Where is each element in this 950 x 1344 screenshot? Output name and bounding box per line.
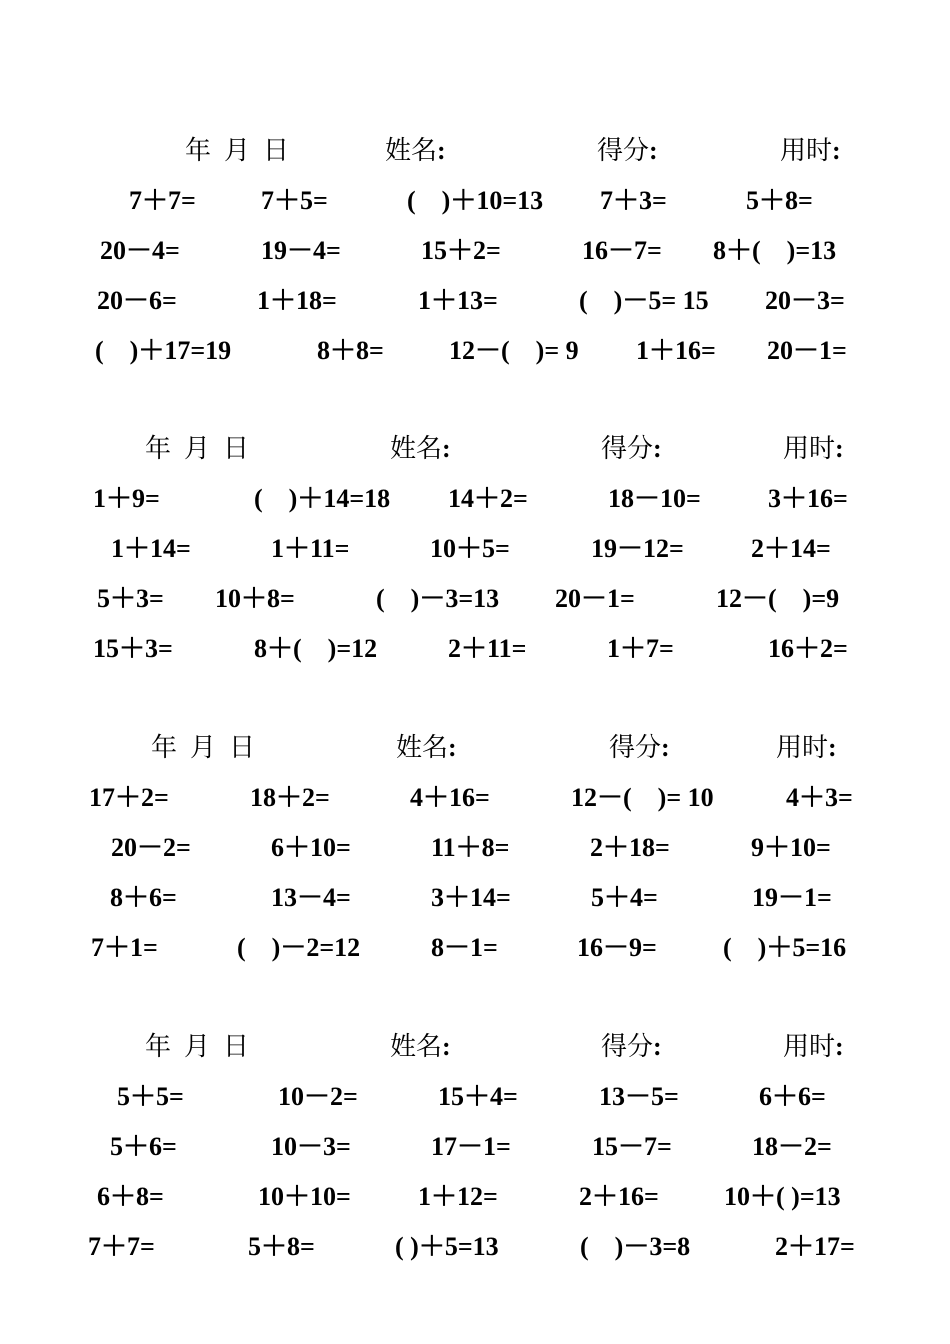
header-name-label — [390, 1034, 451, 1060]
arithmetic-problem: 12－( )= 9 — [449, 336, 579, 365]
header-label-text: 得分 — [609, 733, 662, 762]
arithmetic-problem: 7＋7= — [88, 1232, 155, 1261]
arithmetic-problem: 15＋2= — [421, 236, 501, 265]
arithmetic-problem: 8－1= — [431, 933, 498, 962]
arithmetic-problem: ( )＋14=18 — [254, 484, 391, 513]
header-colon: : — [661, 733, 670, 762]
header-time-label — [783, 436, 844, 462]
arithmetic-problem: ( )＋5=13 — [395, 1232, 499, 1261]
arithmetic-problem: 5＋5= — [117, 1082, 184, 1111]
arithmetic-problem: 10＋5= — [430, 534, 510, 563]
header-name-label — [396, 735, 457, 761]
arithmetic-problem: 1＋12= — [418, 1182, 498, 1211]
arithmetic-problem: ( )＋10=13 — [407, 186, 544, 215]
header-label-text: 得分 — [597, 136, 650, 165]
header-date — [145, 1034, 249, 1060]
header-colon: : — [832, 136, 841, 165]
header-name-label — [390, 436, 451, 462]
arithmetic-problem: 18＋2= — [250, 783, 330, 812]
arithmetic-problem: 2＋16= — [579, 1182, 659, 1211]
header-date — [185, 138, 289, 164]
arithmetic-problem: 2＋18= — [590, 833, 670, 862]
arithmetic-problem: 1＋18= — [257, 286, 337, 315]
arithmetic-problem: 15＋4= — [438, 1082, 518, 1111]
arithmetic-problem: 14＋2= — [448, 484, 528, 513]
arithmetic-problem: 16－9= — [577, 933, 657, 962]
arithmetic-problem: 4＋16= — [410, 783, 490, 812]
arithmetic-problem: 17＋2= — [89, 783, 169, 812]
arithmetic-problem: 1＋9= — [93, 484, 160, 513]
arithmetic-problem: 17－1= — [431, 1132, 511, 1161]
arithmetic-problem: ( )＋17=19 — [95, 336, 232, 365]
header-colon: : — [437, 136, 446, 165]
arithmetic-problem: 6＋10= — [271, 833, 351, 862]
arithmetic-problem: 10＋( )=13 — [724, 1182, 841, 1211]
arithmetic-problem: 12－( )= 10 — [571, 783, 714, 812]
arithmetic-problem: 20－1= — [555, 584, 635, 613]
arithmetic-problem: 1＋14= — [111, 534, 191, 563]
arithmetic-problem: 10＋8= — [215, 584, 295, 613]
arithmetic-problem: 7＋5= — [261, 186, 328, 215]
arithmetic-problem: 10－2= — [278, 1082, 358, 1111]
arithmetic-problem: 18－2= — [752, 1132, 832, 1161]
header-colon: : — [653, 434, 662, 463]
header-time-label — [776, 735, 837, 761]
arithmetic-problem: 4＋3= — [786, 783, 853, 812]
header-time-label — [783, 1034, 844, 1060]
arithmetic-problem: 1＋11= — [271, 534, 350, 563]
arithmetic-problem: 20－6= — [97, 286, 177, 315]
arithmetic-problem: ( )－3=13 — [376, 584, 500, 613]
arithmetic-problem: 7＋3= — [600, 186, 667, 215]
arithmetic-problem: ( )－2=12 — [237, 933, 361, 962]
header-colon: : — [649, 136, 658, 165]
header-label-text: 用时 — [783, 434, 836, 463]
header-label-text: 得分 — [601, 434, 654, 463]
arithmetic-problem: 13－4= — [271, 883, 351, 912]
header-colon: : — [835, 1032, 844, 1061]
arithmetic-problem: 2＋11= — [448, 634, 527, 663]
arithmetic-problem: 10－3= — [271, 1132, 351, 1161]
header-label-text: 年 月 日 — [185, 136, 290, 165]
arithmetic-problem: 10＋10= — [258, 1182, 351, 1211]
arithmetic-problem: 18－10= — [608, 484, 701, 513]
arithmetic-problem: 3＋16= — [768, 484, 848, 513]
arithmetic-problem: 8＋( )=12 — [254, 634, 378, 663]
arithmetic-problem: 9＋10= — [751, 833, 831, 862]
arithmetic-problem: 8＋8= — [317, 336, 384, 365]
header-label-text: 用时 — [780, 136, 833, 165]
header-score-label — [601, 1034, 662, 1060]
arithmetic-problem: 20－2= — [111, 833, 191, 862]
header-label-text: 姓名 — [390, 434, 443, 463]
arithmetic-problem: 8＋6= — [110, 883, 177, 912]
header-colon: : — [442, 434, 451, 463]
header-score-label — [601, 436, 662, 462]
header-time-label — [780, 138, 841, 164]
header-label-text: 得分 — [601, 1032, 654, 1061]
arithmetic-problem: 6＋6= — [759, 1082, 826, 1111]
header-colon: : — [828, 733, 837, 762]
arithmetic-problem: ( )－5= 15 — [579, 286, 709, 315]
header-label-text: 用时 — [776, 733, 829, 762]
header-label-text: 年 月 日 — [151, 733, 256, 762]
arithmetic-problem: 1＋16= — [636, 336, 716, 365]
arithmetic-problem: 16＋2= — [768, 634, 848, 663]
arithmetic-problem: 16－7= — [582, 236, 662, 265]
header-colon: : — [442, 1032, 451, 1061]
header-score-label — [609, 735, 670, 761]
header-label-text: 姓名 — [390, 1032, 443, 1061]
header-colon: : — [835, 434, 844, 463]
arithmetic-problem: 5＋8= — [248, 1232, 315, 1261]
arithmetic-problem: 2＋14= — [751, 534, 831, 563]
arithmetic-problem: 20－3= — [765, 286, 845, 315]
arithmetic-problem: 7＋7= — [129, 186, 196, 215]
arithmetic-problem: ( )＋5=16 — [723, 933, 847, 962]
arithmetic-problem: 12－( )=9 — [716, 584, 840, 613]
arithmetic-problem: 2＋17= — [775, 1232, 855, 1261]
arithmetic-problem: 5＋4= — [591, 883, 658, 912]
arithmetic-problem: 5＋3= — [97, 584, 164, 613]
arithmetic-problem: ( )－3=8 — [580, 1232, 691, 1261]
header-date — [151, 735, 255, 761]
arithmetic-problem: 6＋8= — [97, 1182, 164, 1211]
arithmetic-problem: 15－7= — [592, 1132, 672, 1161]
arithmetic-problem: 19－12= — [591, 534, 684, 563]
header-label-text: 姓名 — [396, 733, 449, 762]
arithmetic-problem: 20－4= — [100, 236, 180, 265]
arithmetic-problem: 5＋8= — [746, 186, 813, 215]
arithmetic-problem: 8＋( )=13 — [713, 236, 837, 265]
arithmetic-problem: 20－1= — [767, 336, 847, 365]
arithmetic-problem: 19－1= — [752, 883, 832, 912]
arithmetic-problem: 3＋14= — [431, 883, 511, 912]
arithmetic-problem: 15＋3= — [93, 634, 173, 663]
arithmetic-problem: 5＋6= — [110, 1132, 177, 1161]
header-label-text: 年 月 日 — [145, 434, 250, 463]
header-name-label — [385, 138, 446, 164]
header-score-label — [597, 138, 658, 164]
arithmetic-problem: 7＋1= — [91, 933, 158, 962]
header-label-text: 用时 — [783, 1032, 836, 1061]
header-label-text: 姓名 — [385, 136, 438, 165]
header-colon: : — [448, 733, 457, 762]
header-colon: : — [653, 1032, 662, 1061]
arithmetic-problem: 1＋13= — [418, 286, 498, 315]
header-label-text: 年 月 日 — [145, 1032, 250, 1061]
arithmetic-problem: 1＋7= — [607, 634, 674, 663]
arithmetic-problem: 13－5= — [599, 1082, 679, 1111]
arithmetic-problem: 19－4= — [261, 236, 341, 265]
header-date — [145, 436, 249, 462]
arithmetic-problem: 11＋8= — [431, 833, 510, 862]
